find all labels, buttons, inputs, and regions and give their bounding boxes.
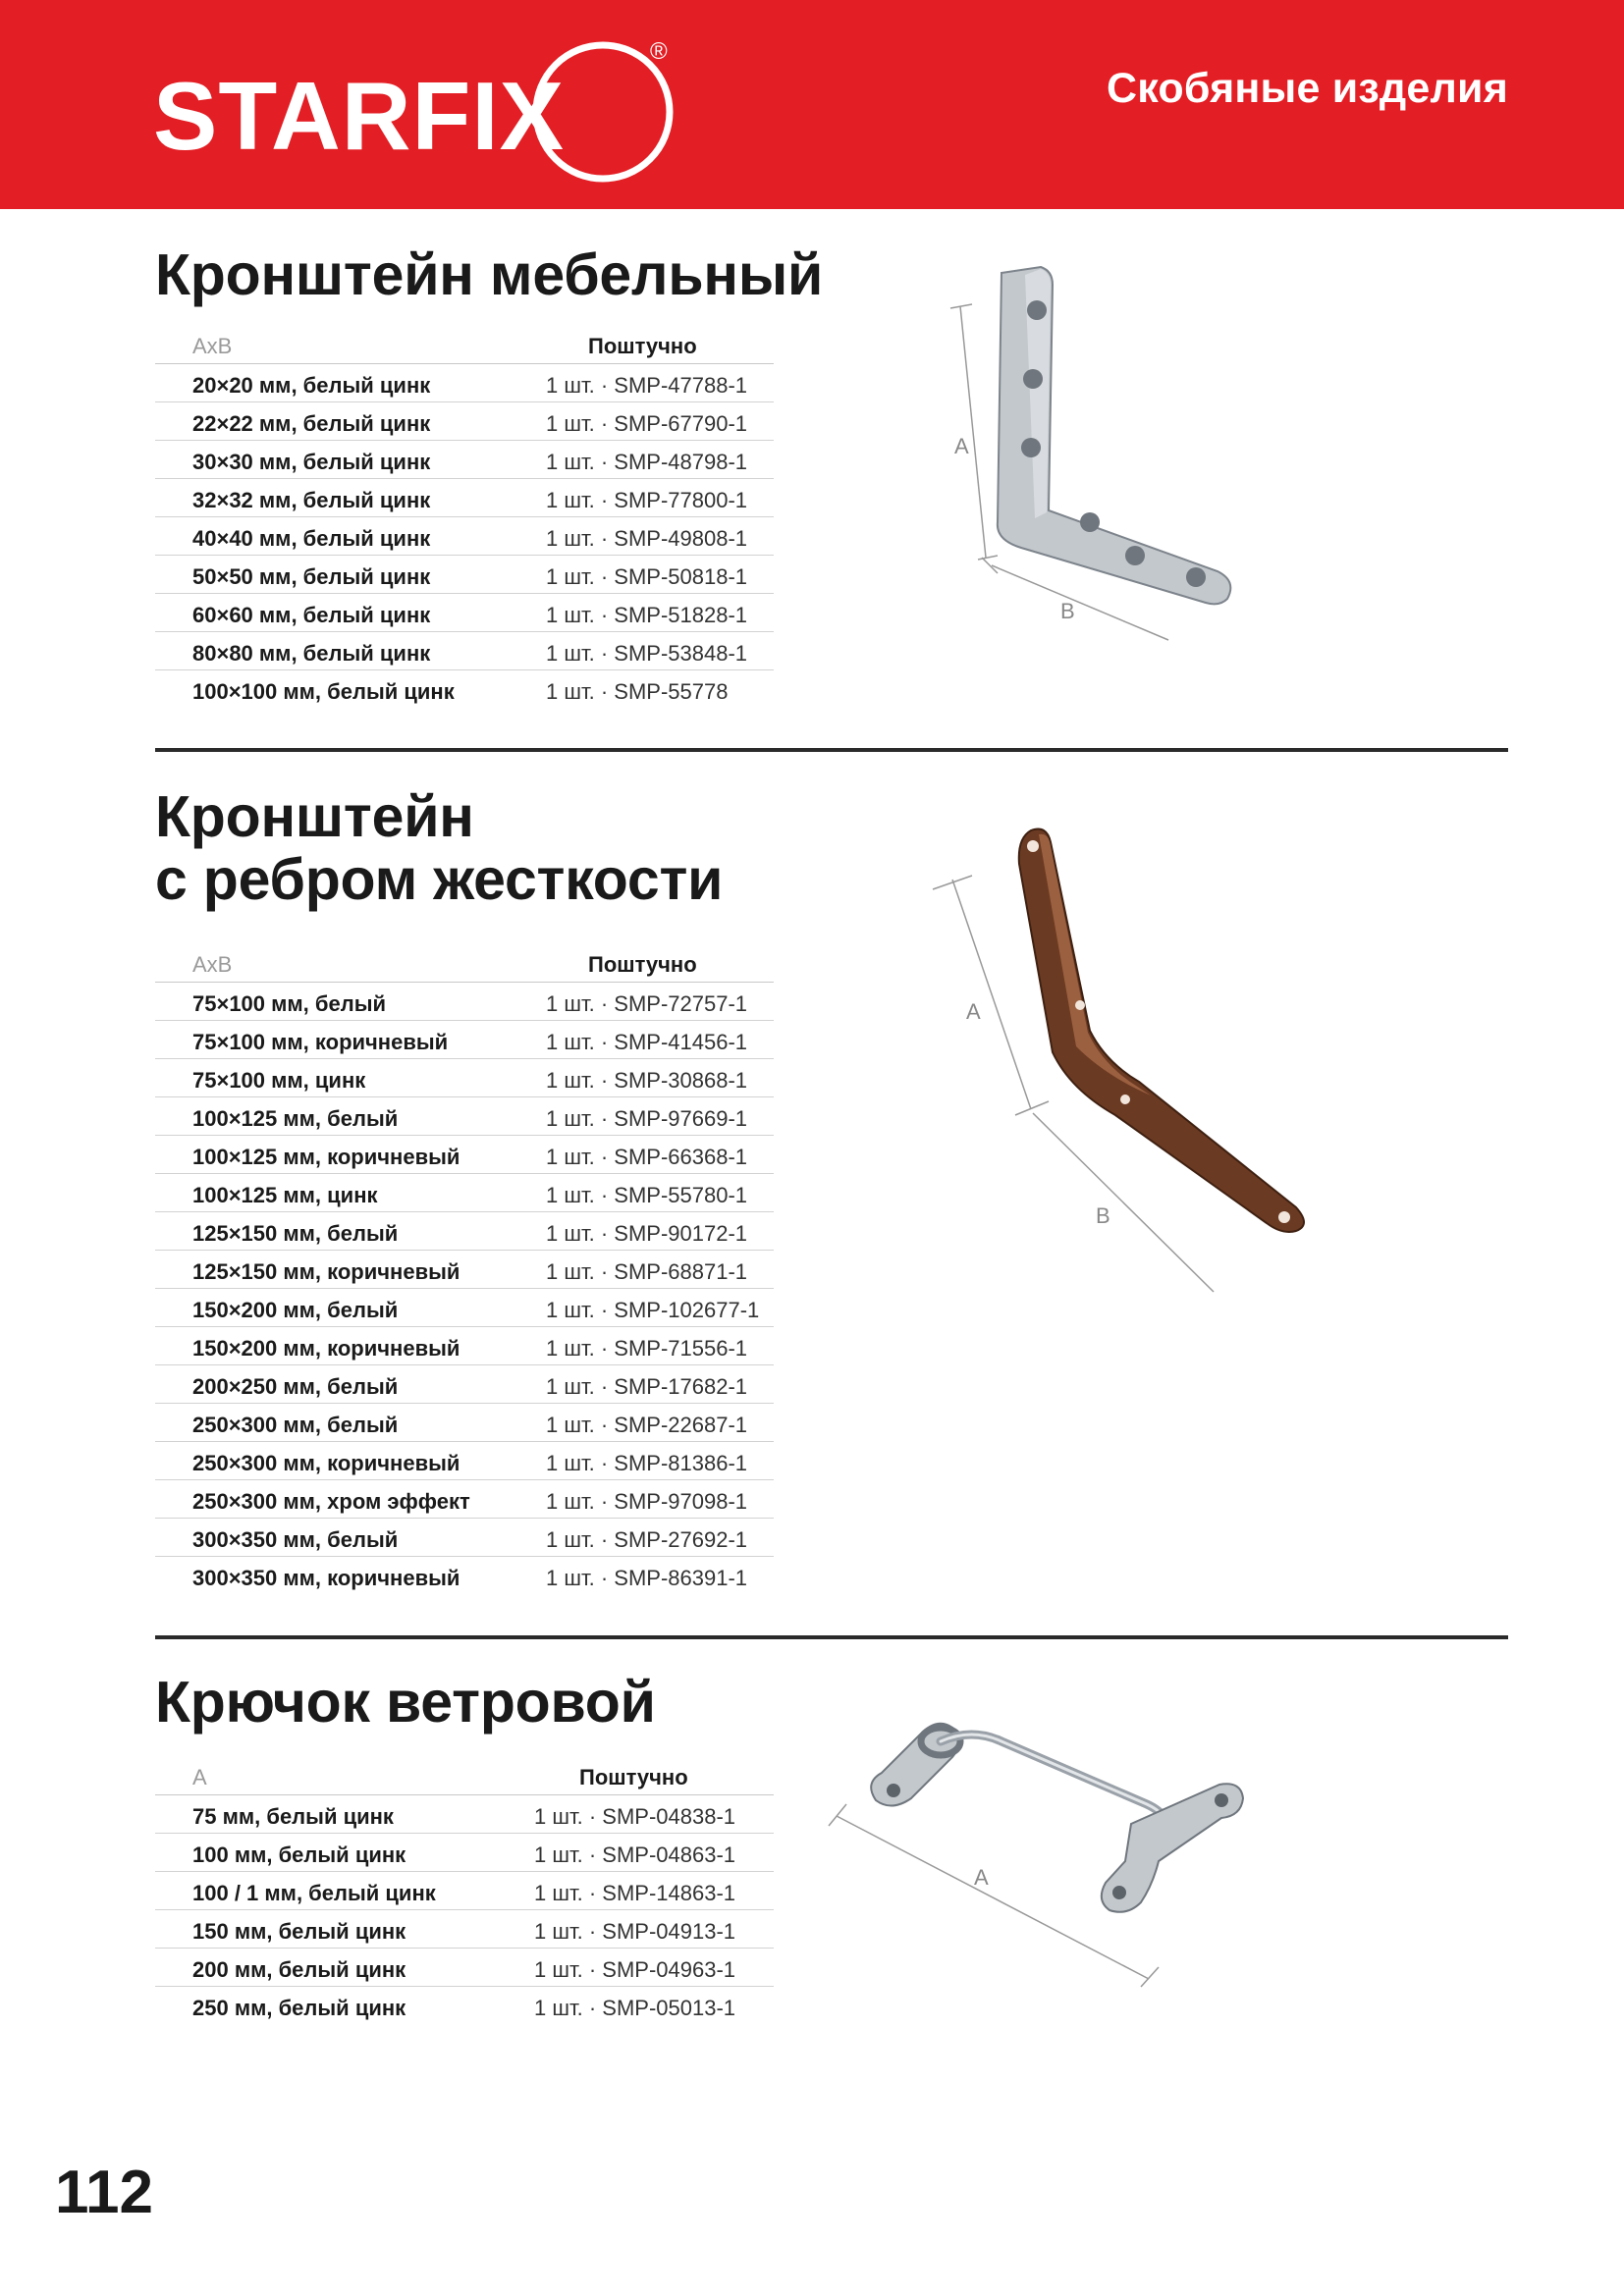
header-banner: [0, 0, 1624, 209]
product-code: 1 шт. · SMP-67790-1: [546, 411, 748, 436]
product-size: 30×30 мм, белый цинк: [192, 450, 431, 474]
column-header-per-piece: Поштучно: [588, 952, 697, 977]
svg-text:A: A: [954, 434, 969, 458]
product-size: 200 мм, белый цинк: [192, 1957, 406, 1982]
product-size: 250×300 мм, коричневый: [192, 1451, 460, 1475]
corner-bracket-icon: [943, 265, 1257, 658]
product-size: 50×50 мм, белый цинк: [192, 564, 431, 589]
product-code: 1 шт. · SMP-04913-1: [534, 1919, 736, 1944]
product-size: 300×350 мм, коричневый: [192, 1566, 460, 1590]
product-code: 1 шт. · SMP-04963-1: [534, 1957, 736, 1982]
product-code: 1 шт. · SMP-53848-1: [546, 641, 748, 666]
page-number: 112: [55, 2159, 154, 2226]
table-row: [155, 1251, 774, 1289]
product-size: 75×100 мм, белый: [192, 991, 387, 1016]
product-code: 1 шт. · SMP-68871-1: [546, 1259, 748, 1284]
table-row: [155, 1987, 774, 2024]
product-code: 1 шт. · SMP-55778: [546, 679, 729, 704]
table-row: [155, 1519, 774, 1557]
product-size: 20×20 мм, белый цинк: [192, 373, 431, 398]
product-code: 1 шт. · SMP-04838-1: [534, 1804, 736, 1829]
table-row: [155, 983, 774, 1021]
section-divider: [155, 1635, 1508, 1639]
table-row: [155, 441, 774, 479]
table-row: [155, 1365, 774, 1404]
product-code: 1 шт. · SMP-51828-1: [546, 603, 748, 627]
category-title: Скобяные изделия: [1107, 65, 1508, 112]
product-size: 22×22 мм, белый цинк: [192, 411, 431, 436]
product-size: 300×350 мм, белый: [192, 1527, 399, 1552]
product-code: 1 шт. · SMP-55780-1: [546, 1183, 748, 1207]
table-header: [155, 1765, 774, 1795]
product-code: 1 шт. · SMP-17682-1: [546, 1374, 748, 1399]
table-row: [155, 632, 774, 670]
table-row: [155, 1289, 774, 1327]
table-rib-bracket: [155, 952, 774, 1594]
table-row: [155, 1834, 774, 1872]
table-row: [155, 1136, 774, 1174]
column-header-dimensions: АхВ: [192, 952, 233, 977]
table-row: [155, 1097, 774, 1136]
column-header-dimensions: А: [192, 1765, 207, 1789]
product-size: 32×32 мм, белый цинк: [192, 488, 431, 512]
product-size: 100×125 мм, цинк: [192, 1183, 378, 1207]
starfix-logo: [147, 29, 677, 187]
column-header-per-piece: Поштучно: [579, 1765, 688, 1789]
product-code: 1 шт. · SMP-30868-1: [546, 1068, 748, 1093]
product-code: 1 шт. · SMP-04863-1: [534, 1842, 736, 1867]
product-size: 150×200 мм, коричневый: [192, 1336, 460, 1361]
table-row: [155, 1442, 774, 1480]
product-code: 1 шт. · SMP-97098-1: [546, 1489, 748, 1514]
product-code: 1 шт. · SMP-49808-1: [546, 526, 748, 551]
logo-text: STARFIX: [153, 62, 565, 170]
product-size: 75 мм, белый цинк: [192, 1804, 394, 1829]
product-size: 100 мм, белый цинк: [192, 1842, 406, 1867]
table-row: [155, 670, 774, 708]
product-code: 1 шт. · SMP-41456-1: [546, 1030, 748, 1054]
product-code: 1 шт. · SMP-66368-1: [546, 1145, 748, 1169]
product-code: 1 шт. · SMP-72757-1: [546, 991, 748, 1016]
product-code: 1 шт. · SMP-47788-1: [546, 373, 748, 398]
product-size: 100×125 мм, белый: [192, 1106, 399, 1131]
product-code: 1 шт. · SMP-27692-1: [546, 1527, 748, 1552]
table-row: [155, 1949, 774, 1987]
product-code: 1 шт. · SMP-102677-1: [546, 1298, 760, 1322]
product-size: 150 мм, белый цинк: [192, 1919, 406, 1944]
svg-text:B: B: [1060, 599, 1075, 623]
product-size: 125×150 мм, коричневый: [192, 1259, 460, 1284]
product-size: 250×300 мм, белый: [192, 1413, 399, 1437]
product-code: 1 шт. · SMP-22687-1: [546, 1413, 748, 1437]
table-row: [155, 364, 774, 402]
table-row: [155, 479, 774, 517]
product-size: 125×150 мм, белый: [192, 1221, 399, 1246]
table-row: [155, 1480, 774, 1519]
table-row: [155, 517, 774, 556]
table-row: [155, 1872, 774, 1910]
table-row: [155, 594, 774, 632]
shelf-bracket-icon: [923, 825, 1335, 1315]
table-row: [155, 1021, 774, 1059]
product-code: 1 шт. · SMP-14863-1: [534, 1881, 736, 1905]
product-size: 100 / 1 мм, белый цинк: [192, 1881, 436, 1905]
product-size: 150×200 мм, белый: [192, 1298, 399, 1322]
window-hook-icon: [825, 1688, 1296, 1993]
section-title-rib-bracket: Кронштейн с ребром жесткости: [155, 784, 724, 912]
table-header: [155, 952, 774, 983]
product-size: 40×40 мм, белый цинк: [192, 526, 431, 551]
product-code: 1 шт. · SMP-50818-1: [546, 564, 748, 589]
table-window-hook: [155, 1765, 774, 2024]
column-header-per-piece: Поштучно: [588, 334, 697, 358]
product-code: 1 шт. · SMP-71556-1: [546, 1336, 748, 1361]
column-header-dimensions: АхВ: [192, 334, 233, 358]
table-row: [155, 1557, 774, 1594]
table-row: [155, 1174, 774, 1212]
table-row: [155, 1404, 774, 1442]
product-code: 1 шт. · SMP-97669-1: [546, 1106, 748, 1131]
product-size: 200×250 мм, белый: [192, 1374, 399, 1399]
table-header: [155, 334, 774, 364]
table-row: [155, 1327, 774, 1365]
svg-text:A: A: [974, 1865, 989, 1890]
table-row: [155, 1795, 774, 1834]
product-code: 1 шт. · SMP-81386-1: [546, 1451, 748, 1475]
product-code: 1 шт. · SMP-48798-1: [546, 450, 748, 474]
product-size: 75×100 мм, цинк: [192, 1068, 366, 1093]
product-size: 250 мм, белый цинк: [192, 1996, 406, 2020]
product-code: 1 шт. · SMP-90172-1: [546, 1221, 748, 1246]
product-size: 80×80 мм, белый цинк: [192, 641, 431, 666]
product-size: 100×100 мм, белый цинк: [192, 679, 455, 704]
table-row: [155, 402, 774, 441]
table-row: [155, 1059, 774, 1097]
product-code: 1 шт. · SMP-77800-1: [546, 488, 748, 512]
product-size: 75×100 мм, коричневый: [192, 1030, 449, 1054]
section-divider: [155, 748, 1508, 752]
table-furniture-bracket: [155, 334, 774, 708]
registered-mark: ®: [650, 38, 668, 65]
svg-text:A: A: [966, 999, 981, 1024]
table-row: [155, 1212, 774, 1251]
table-row: [155, 1910, 774, 1949]
section-title-window-hook: Крючок ветровой: [155, 1670, 656, 1735]
table-row: [155, 556, 774, 594]
product-code: 1 шт. · SMP-86391-1: [546, 1566, 748, 1590]
svg-text:B: B: [1096, 1203, 1110, 1228]
product-size: 250×300 мм, хром эффект: [192, 1489, 470, 1514]
section-title-furniture-bracket: Кронштейн мебельный: [155, 242, 824, 307]
product-size: 100×125 мм, коричневый: [192, 1145, 460, 1169]
product-size: 60×60 мм, белый цинк: [192, 603, 431, 627]
product-code: 1 шт. · SMP-05013-1: [534, 1996, 736, 2020]
